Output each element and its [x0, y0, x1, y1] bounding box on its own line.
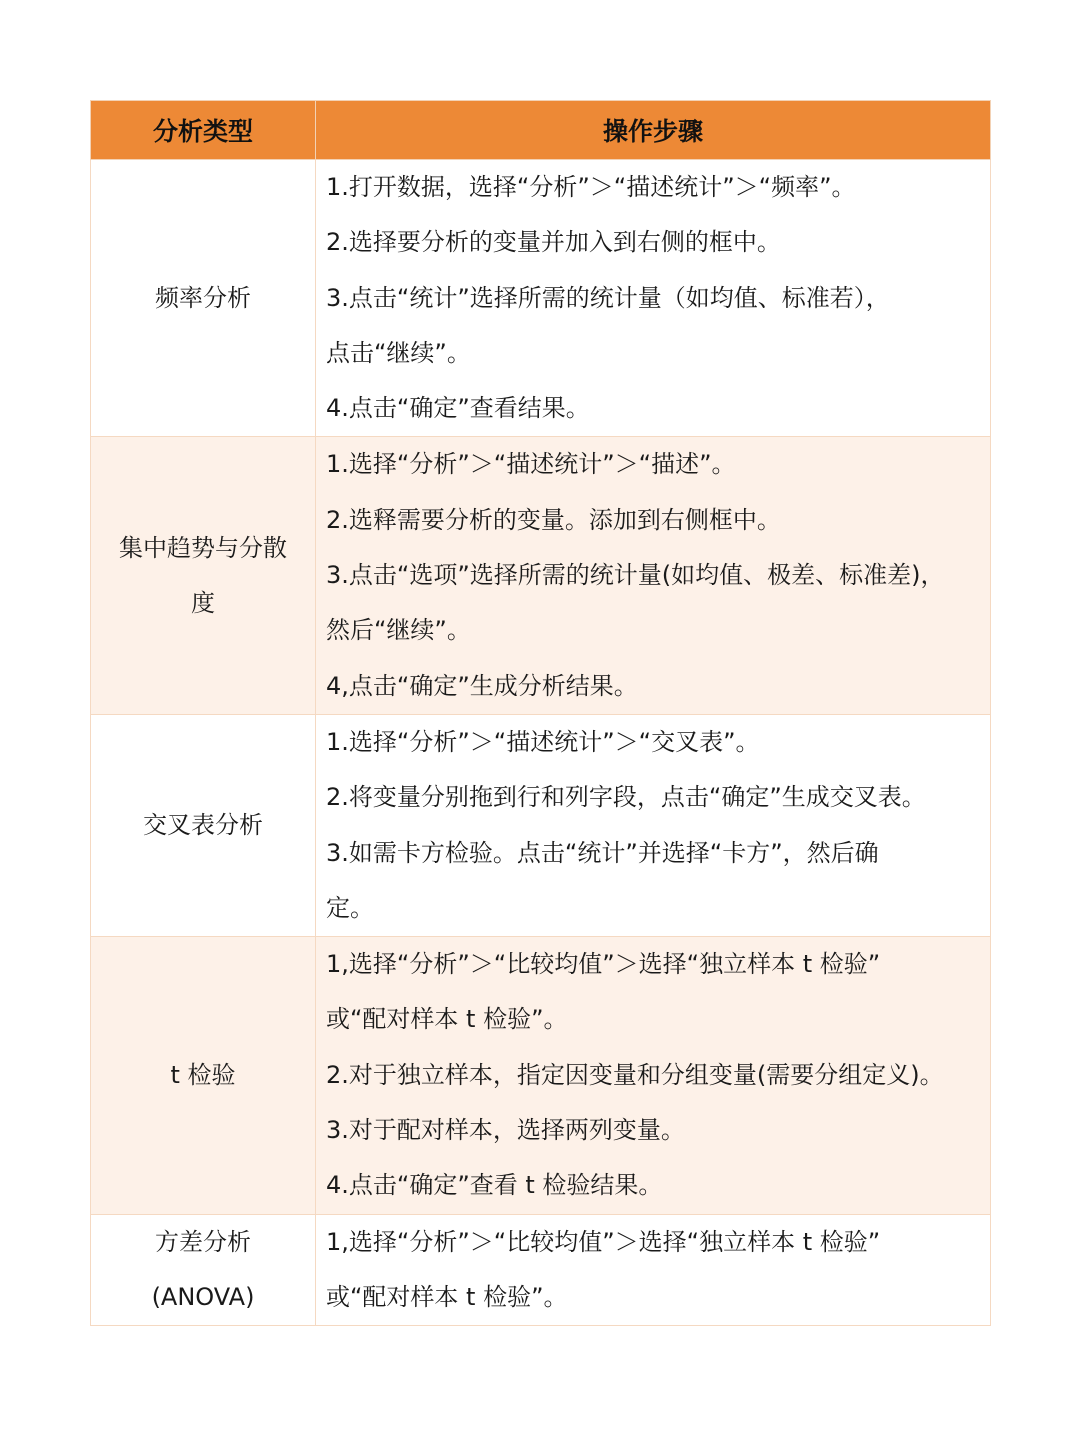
step-text-line: 1.选择“分析”＞“描述统计”＞“描述”。: [326, 450, 736, 479]
analysis-type-text: 方差分析: [155, 1227, 251, 1256]
table-header: [91, 101, 991, 160]
step-text-line: 点击“继续”。: [326, 338, 471, 367]
operation-steps-cell: [316, 437, 991, 714]
header-analysis-type: 分析类型: [91, 101, 316, 160]
analysis-type-cell: [91, 937, 316, 1214]
analysis-type-cell: [91, 714, 316, 936]
step-text-line: 或“配对样本 t 检验”。: [326, 1282, 568, 1311]
analysis-type-cell: [91, 160, 316, 437]
step-text-line: 1.打开数据，选择“分析”＞“描述统计”＞“频率”。: [326, 173, 856, 201]
step-text-line: 2.选释需要分析的变量。添加到右侧框中。: [326, 505, 781, 534]
step-text-line: 3.点击“选项”选择所需的统计量(如均值、极差、标准差)，: [326, 561, 945, 590]
step-text-line: 定。: [326, 893, 374, 922]
table-body: [91, 160, 991, 1326]
step-text-line: 3.点击“统计”选择所需的统计量（如均值、标准若），: [326, 283, 890, 312]
analysis-type-cell: [91, 437, 316, 714]
step-text-line: 2.将变量分别拖到行和列字段，点击“确定”生成交叉表。: [326, 783, 926, 812]
step-text-line: 4,点击“确定”生成分析结果。: [326, 671, 638, 700]
table-row: [91, 714, 991, 936]
operation-steps-cell: [316, 714, 991, 936]
step-text-line: 4.点击“确定”查看结果。: [326, 394, 590, 423]
step-text-line: 1,选择“分析”＞“比较均值”＞选择“独立样本 t 检验”: [326, 1227, 881, 1256]
step-text-line: 1.选择“分析”＞“描述统计”＞“交叉表”。: [326, 727, 760, 756]
table-row: [91, 437, 991, 714]
step-text-line: 4.点击“确定”查看 t 检验结果。: [326, 1171, 663, 1200]
analysis-type-cell: [91, 1214, 316, 1326]
analysis-table-container: [90, 100, 990, 1326]
header-row: [91, 101, 991, 160]
table-row: [91, 1214, 991, 1326]
header-operation-steps: 操作步骤: [316, 101, 991, 160]
operation-steps-cell: [316, 937, 991, 1214]
step-text-line: 3.如需卡方检验。点击“统计”并选择“卡方”，然后确: [326, 838, 879, 867]
operation-steps-cell: [316, 1214, 991, 1326]
step-text-line: 2.对于独立样本，指定因变量和分组变量(需要分组定义)。: [326, 1060, 944, 1089]
analysis-type-text: t 检验: [170, 1060, 236, 1089]
analysis-type-text: 频率分析: [155, 283, 251, 312]
analysis-type-text: 度: [191, 588, 215, 617]
step-text-line: 然后“继续”。: [326, 616, 471, 645]
step-text-line: 2.选择要分析的变量并加入到右侧的框中。: [326, 228, 781, 257]
analysis-steps-table: [90, 100, 991, 1326]
analysis-type-text: 交叉表分析: [143, 811, 263, 840]
analysis-type-text: 集中趋势与分散: [119, 533, 287, 562]
step-text-line: 或“配对样本 t 检验”。: [326, 1005, 568, 1034]
step-text-line: 1,选择“分析”＞“比较均值”＞选择“独立样本 t 检验”: [326, 950, 881, 979]
table-row: [91, 160, 991, 437]
analysis-type-text: (ANOVA): [151, 1282, 255, 1311]
table-row: [91, 937, 991, 1214]
step-text-line: 3.对于配对样本，选择两列变量。: [326, 1116, 685, 1145]
operation-steps-cell: [316, 160, 991, 437]
